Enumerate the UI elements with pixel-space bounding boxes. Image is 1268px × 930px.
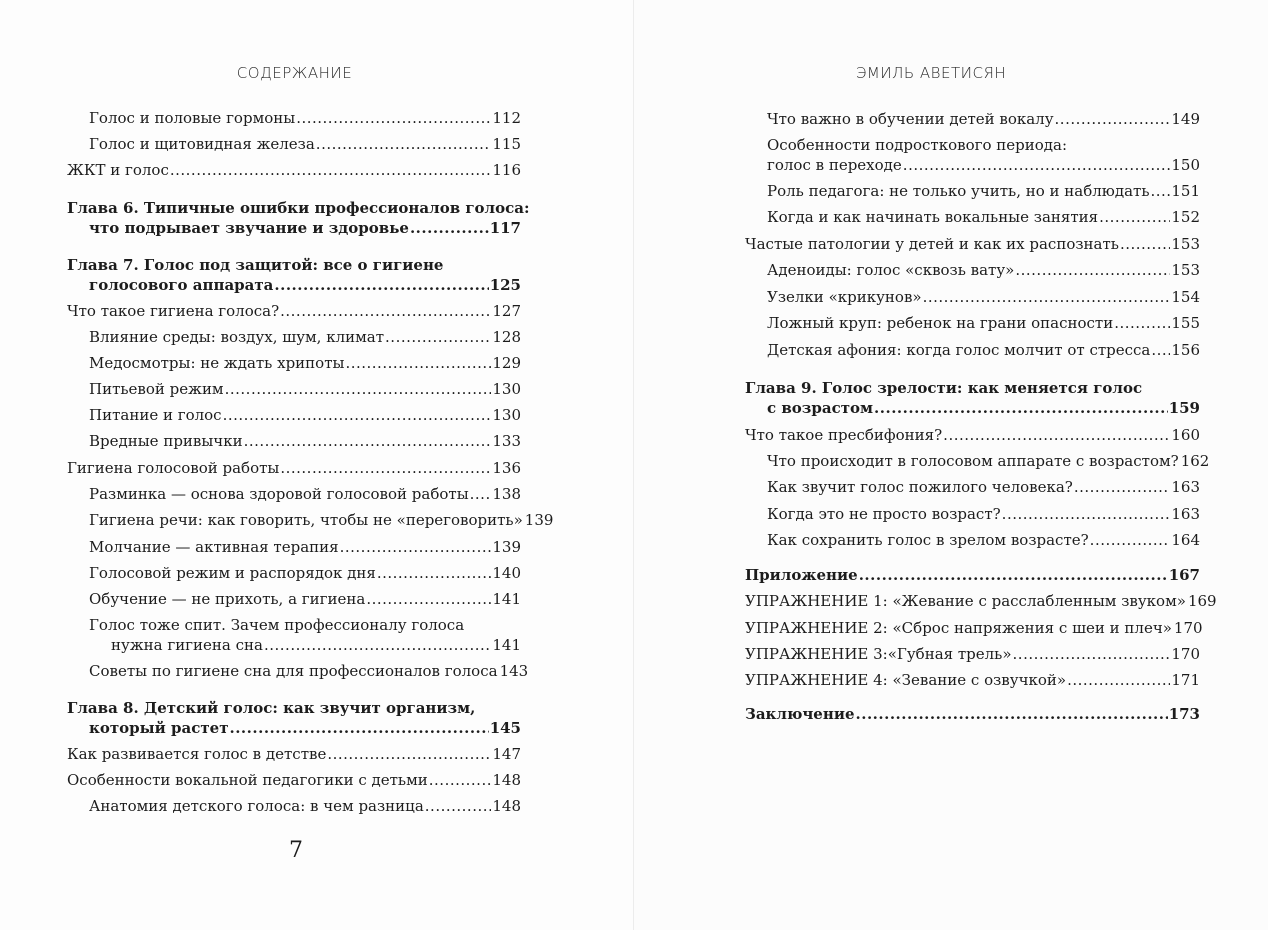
dot-leader bbox=[280, 301, 491, 321]
toc-page-number: 167 bbox=[1168, 566, 1200, 584]
dot-leader bbox=[429, 770, 492, 790]
toc-page-number: 130 bbox=[492, 380, 521, 398]
dot-leader bbox=[296, 108, 491, 128]
dot-leader bbox=[425, 796, 492, 816]
dot-leader bbox=[327, 744, 491, 764]
toc-entry-title: Когда это не просто возраст? bbox=[767, 505, 1001, 523]
toc-entry bbox=[745, 644, 1200, 664]
toc-entry-title: Питание и голос bbox=[89, 406, 222, 424]
dot-leader bbox=[1114, 313, 1170, 333]
toc-entry bbox=[767, 207, 1200, 227]
toc-entry bbox=[67, 301, 521, 321]
toc-entry bbox=[89, 108, 521, 128]
toc-entry bbox=[67, 160, 521, 180]
toc-entry-title-line: Особенности подросткового периода: bbox=[767, 136, 1067, 154]
dot-leader bbox=[1099, 207, 1170, 227]
toc-entry-title: Детская афония: когда голос молчит от стресса bbox=[767, 341, 1151, 359]
dot-leader bbox=[377, 563, 492, 583]
toc-entry-title: Заключение bbox=[745, 705, 855, 723]
dot-leader bbox=[1151, 181, 1171, 201]
toc-entry-title: Голос и щитовидная железа bbox=[89, 135, 315, 153]
dot-leader bbox=[340, 537, 492, 557]
toc-page-number: 129 bbox=[492, 354, 521, 372]
toc-entry bbox=[767, 181, 1200, 201]
toc-entry-title: Особенности вокальной педагогики с детьми bbox=[67, 771, 428, 789]
toc-entry-title: Что происходит в голосовом аппарате с возрастом? bbox=[767, 452, 1179, 470]
toc-entry-title: Советы по гигиене сна для профессионалов голоса bbox=[89, 662, 498, 680]
right-page bbox=[634, 0, 1268, 930]
dot-leader bbox=[943, 425, 1170, 445]
toc-chapter-entry bbox=[67, 698, 521, 738]
dot-leader bbox=[903, 155, 1171, 175]
toc-entry-title: Обучение — не прихоть, а гигиена bbox=[89, 590, 366, 608]
toc-page-number: 141 bbox=[492, 636, 521, 654]
toc-page-number: 159 bbox=[1168, 399, 1200, 417]
toc-entry-title: УПРАЖНЕНИЕ 2: «Сброс напряжения с шеи и плеч» bbox=[745, 619, 1172, 637]
toc-entry-title: Питьевой режим bbox=[89, 380, 224, 398]
toc-entry-title-line: Глава 9. Голос зрелости: как меняется голос bbox=[745, 379, 1143, 397]
toc-page-number: 170 bbox=[1173, 619, 1203, 637]
dot-leader bbox=[1002, 504, 1171, 524]
dot-leader bbox=[1151, 340, 1170, 360]
dot-leader bbox=[366, 589, 491, 609]
dot-leader bbox=[170, 160, 492, 180]
toc-entry-title: Гигиена речи: как говорить, чтобы не «переговорить» bbox=[89, 511, 523, 529]
toc-entry-title: Роль педагога: не только учить, но и наблюдать bbox=[767, 182, 1150, 200]
page-number: 7 bbox=[289, 838, 303, 863]
dot-leader bbox=[274, 275, 488, 295]
toc-page-number: 136 bbox=[492, 459, 521, 477]
toc-entry-title: УПРАЖНЕНИЕ 3:«Губная трель» bbox=[745, 645, 1012, 663]
running-head: ЭМИЛЬ АВЕТИСЯН bbox=[855, 64, 1007, 82]
toc-entry bbox=[89, 431, 521, 451]
toc-page-number: 139 bbox=[492, 538, 521, 556]
toc-entry-title: УПРАЖНЕНИЕ 1: «Жевание с расслабленным звуком» bbox=[745, 592, 1186, 610]
toc-entry-title-line: Глава 8. Детский голос: как звучит организм, bbox=[67, 699, 476, 717]
dot-leader bbox=[470, 484, 492, 504]
toc-entry-title: Узелки «крикунов» bbox=[767, 288, 922, 306]
left-page bbox=[0, 0, 633, 930]
toc-entry-title: голос в переходе bbox=[767, 156, 902, 174]
toc-page-number: 155 bbox=[1171, 314, 1200, 332]
toc-entry-title: ЖКТ и голос bbox=[67, 161, 169, 179]
toc-entry bbox=[767, 313, 1200, 333]
toc-page-number: 160 bbox=[1171, 426, 1200, 444]
toc-page-number: 147 bbox=[492, 745, 521, 763]
dot-leader bbox=[264, 635, 491, 655]
dot-leader bbox=[1067, 670, 1170, 690]
toc-entry bbox=[89, 537, 521, 557]
toc-entry-title: с возрастом bbox=[767, 399, 874, 417]
toc-entry bbox=[767, 135, 1200, 175]
toc-entry bbox=[89, 510, 554, 530]
dot-leader bbox=[1090, 530, 1171, 550]
dot-leader bbox=[229, 718, 488, 738]
toc-chapter-entry bbox=[67, 255, 521, 295]
toc-page-number: 154 bbox=[1171, 288, 1200, 306]
toc-page-number: 140 bbox=[492, 564, 521, 582]
toc-page-number: 156 bbox=[1171, 341, 1200, 359]
toc-entry bbox=[67, 744, 521, 764]
toc-entry bbox=[745, 670, 1200, 690]
toc-entry-title: Вредные привычки bbox=[89, 432, 243, 450]
toc-page-number: 162 bbox=[1180, 452, 1210, 470]
toc-page-number: 128 bbox=[492, 328, 521, 346]
dot-leader bbox=[1055, 109, 1171, 129]
toc-page-number: 171 bbox=[1171, 671, 1200, 689]
toc-entry bbox=[89, 327, 521, 347]
toc-entry-title: Голос и половые гормоны bbox=[89, 109, 296, 127]
toc-page-number: 125 bbox=[489, 276, 521, 294]
toc-entry bbox=[89, 615, 521, 655]
toc-entry-title: Аденоиды: голос «сквозь вату» bbox=[767, 261, 1015, 279]
toc-page-number: 148 bbox=[492, 797, 521, 815]
dot-leader bbox=[859, 565, 1168, 585]
toc-entry-title: Медосмотры: не ждать хрипоты bbox=[89, 354, 345, 372]
toc-page-number: 163 bbox=[1171, 505, 1200, 523]
toc-entry bbox=[767, 260, 1200, 280]
toc-entry-title: Когда и как начинать вокальные занятия bbox=[767, 208, 1099, 226]
toc-entry bbox=[67, 770, 521, 790]
toc-page-number: 145 bbox=[489, 719, 521, 737]
toc-page-number: 138 bbox=[492, 485, 521, 503]
toc-entry bbox=[767, 109, 1200, 129]
dot-leader bbox=[1013, 644, 1171, 664]
dot-leader bbox=[410, 218, 489, 238]
toc-chapter-entry bbox=[745, 565, 1200, 585]
toc-entry bbox=[89, 134, 521, 154]
toc-entry bbox=[89, 379, 521, 399]
running-head: СОДЕРЖАНИЕ bbox=[236, 64, 353, 82]
toc-entry bbox=[745, 591, 1217, 611]
toc-entry-title: УПРАЖНЕНИЕ 4: «Зевание с озвучкой» bbox=[745, 671, 1067, 689]
toc-page-number: 115 bbox=[492, 135, 521, 153]
toc-chapter-entry bbox=[67, 198, 530, 238]
toc-page-number: 133 bbox=[492, 432, 521, 450]
toc-entry-title: Как развивается голос в детстве bbox=[67, 745, 327, 763]
toc-entry-title: Приложение bbox=[745, 566, 858, 584]
toc-entry bbox=[89, 661, 529, 681]
toc-entry bbox=[745, 425, 1200, 445]
toc-entry-title: Что такое гигиена голоса? bbox=[67, 302, 280, 320]
toc-entry-title: Как сохранить голос в зрелом возрасте? bbox=[767, 531, 1089, 549]
toc-page-number: 173 bbox=[1168, 705, 1200, 723]
toc-entry-title-line: Голос тоже спит. Зачем профессионалу голоса bbox=[89, 616, 465, 634]
toc-entry-title: голосового аппарата bbox=[89, 276, 274, 294]
dot-leader bbox=[1015, 260, 1170, 280]
toc-entry-title: Что важно в обучении детей вокалу bbox=[767, 110, 1054, 128]
toc-page-number: 143 bbox=[499, 662, 529, 680]
toc-entry-title: Гигиена голосовой работы bbox=[67, 459, 280, 477]
dot-leader bbox=[345, 353, 491, 373]
toc-entry-title: Анатомия детского голоса: в чем разница bbox=[89, 797, 424, 815]
toc-entry bbox=[89, 796, 521, 816]
toc-page-number: 127 bbox=[492, 302, 521, 320]
toc-entry-title: Молчание — активная терапия bbox=[89, 538, 339, 556]
toc-entry bbox=[767, 477, 1200, 497]
toc-entry bbox=[89, 484, 521, 504]
toc-entry-title: Голосовой режим и распорядок дня bbox=[89, 564, 376, 582]
toc-entry-title: Ложный круп: ребенок на грани опасности bbox=[767, 314, 1114, 332]
dot-leader bbox=[385, 327, 491, 347]
toc-page-number: 112 bbox=[492, 109, 521, 127]
toc-entry bbox=[89, 589, 521, 609]
toc-page-number: 169 bbox=[1187, 592, 1217, 610]
toc-entry bbox=[767, 451, 1210, 471]
toc-entry-title-line: Глава 6. Типичные ошибки профессионалов голоса: bbox=[67, 199, 530, 217]
toc-page-number: 153 bbox=[1171, 235, 1200, 253]
toc-entry bbox=[745, 234, 1200, 254]
dot-leader bbox=[1120, 234, 1170, 254]
toc-page-number: 153 bbox=[1171, 261, 1200, 279]
dot-leader bbox=[223, 405, 492, 425]
toc-entry bbox=[745, 618, 1203, 638]
toc-entry-title: Что такое пресбифония? bbox=[745, 426, 943, 444]
toc-page-number: 149 bbox=[1171, 110, 1200, 128]
toc-page-number: 151 bbox=[1171, 182, 1200, 200]
toc-page-number: 117 bbox=[489, 219, 521, 237]
dot-leader bbox=[316, 134, 492, 154]
toc-entry-title: Частые патологии у детей и как их распознать bbox=[745, 235, 1119, 253]
toc-entry bbox=[767, 287, 1200, 307]
toc-page-number: 139 bbox=[524, 511, 554, 529]
toc-page-number: 164 bbox=[1171, 531, 1200, 549]
toc-chapter-entry bbox=[745, 378, 1200, 418]
toc-entry-title: Разминка — основа здоровой голосовой работы bbox=[89, 485, 469, 503]
toc-entry bbox=[767, 340, 1200, 360]
dot-leader bbox=[874, 398, 1168, 418]
toc-page-number: 152 bbox=[1171, 208, 1200, 226]
toc-entry-title-line: Глава 7. Голос под защитой: все о гигиене bbox=[67, 256, 444, 274]
dot-leader bbox=[856, 704, 1168, 724]
toc-entry bbox=[89, 405, 521, 425]
dot-leader bbox=[225, 379, 492, 399]
dot-leader bbox=[1074, 477, 1171, 497]
toc-page-number: 150 bbox=[1171, 156, 1200, 174]
toc-page-number: 163 bbox=[1171, 478, 1200, 496]
toc-entry bbox=[89, 353, 521, 373]
toc-entry bbox=[89, 563, 521, 583]
toc-entry-title: Влияние среды: воздух, шум, климат bbox=[89, 328, 385, 346]
dot-leader bbox=[244, 431, 492, 451]
toc-page-number: 148 bbox=[492, 771, 521, 789]
toc-entry-title: что подрывает звучание и здоровье bbox=[89, 219, 409, 237]
toc-entry-title: нужна гигиена сна bbox=[111, 636, 263, 654]
toc-page-number: 130 bbox=[492, 406, 521, 424]
toc-entry-title: Как звучит голос пожилого человека? bbox=[767, 478, 1073, 496]
toc-page-number: 170 bbox=[1171, 645, 1200, 663]
dot-leader bbox=[923, 287, 1171, 307]
toc-page-number: 141 bbox=[492, 590, 521, 608]
toc-entry-title: который растет bbox=[89, 719, 229, 737]
toc-entry bbox=[767, 530, 1200, 550]
toc-page-number: 116 bbox=[492, 161, 521, 179]
toc-entry bbox=[767, 504, 1200, 524]
toc-chapter-entry bbox=[745, 704, 1200, 724]
dot-leader bbox=[280, 458, 491, 478]
toc-entry bbox=[67, 458, 521, 478]
